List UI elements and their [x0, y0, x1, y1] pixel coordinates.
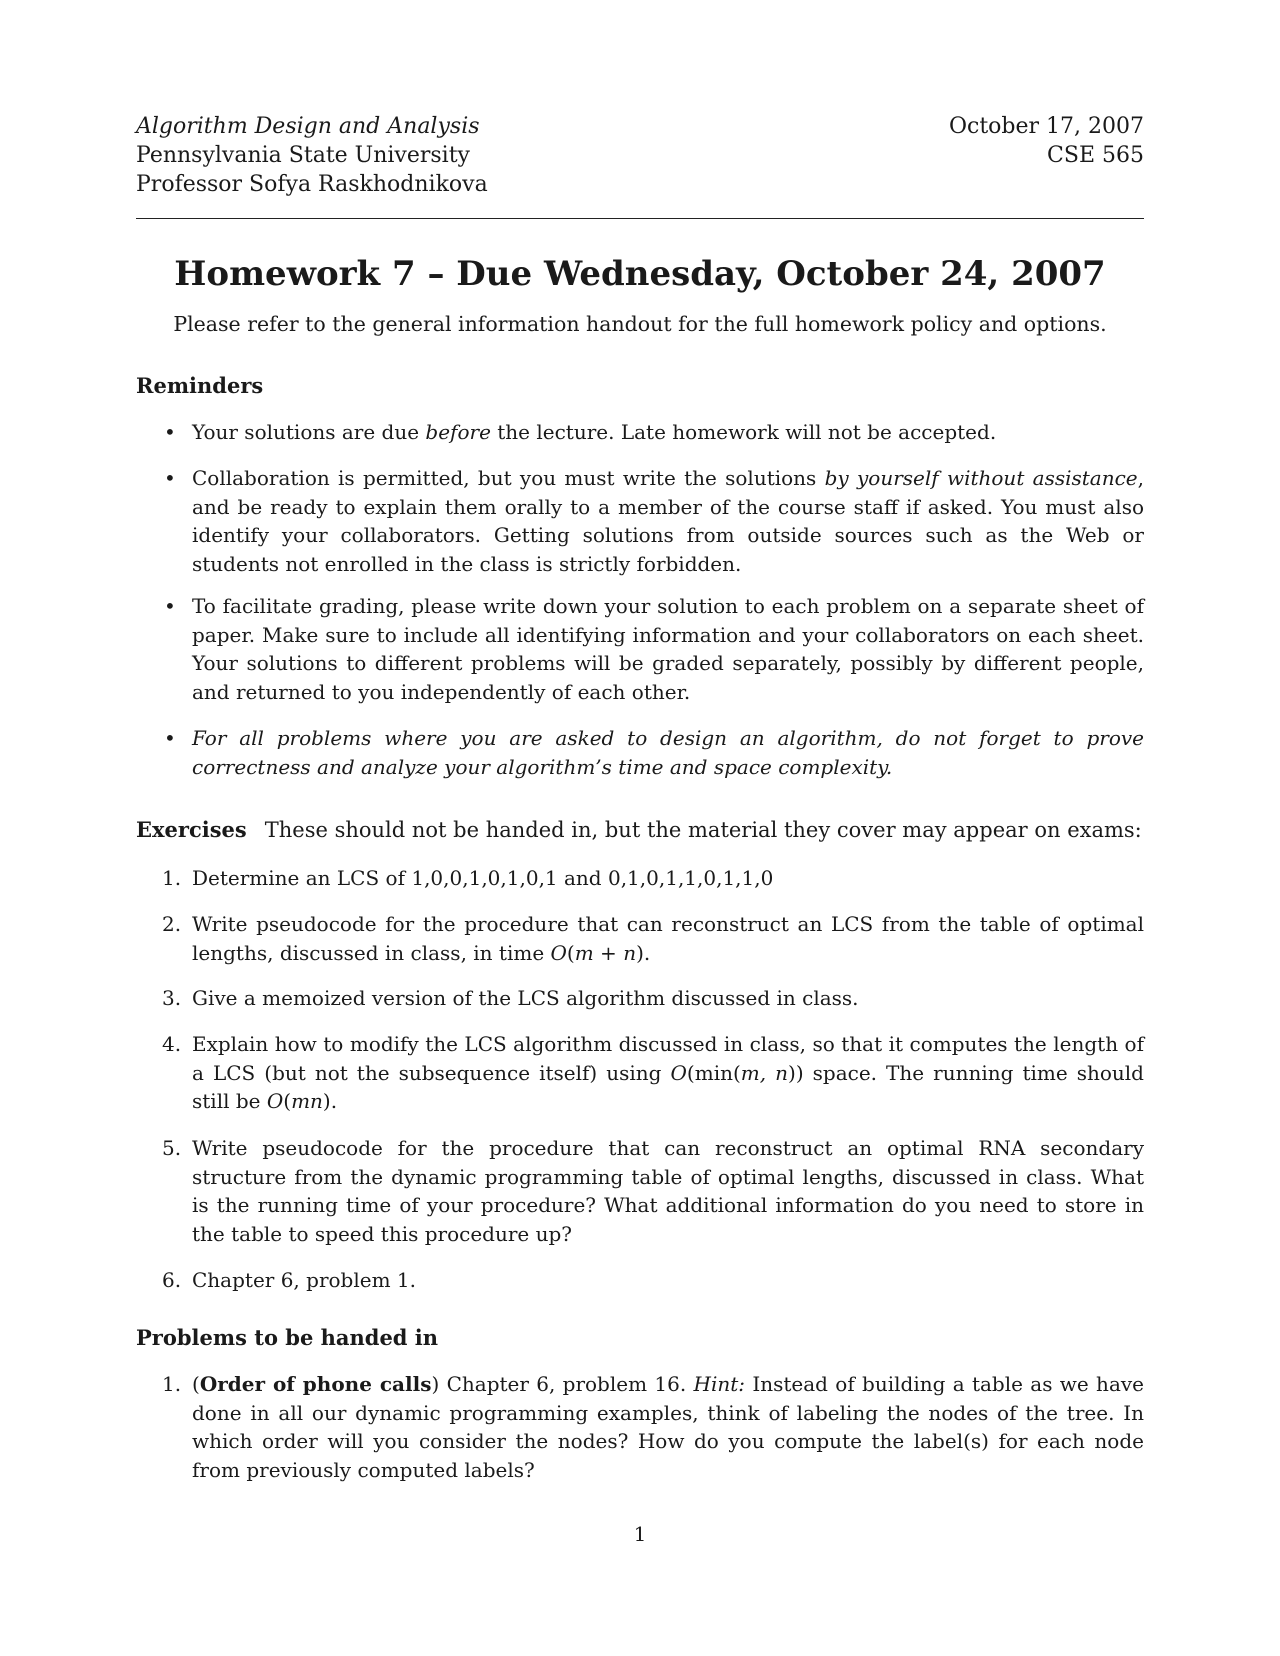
exercise-text: Give a memoized version of the LCS algorithm discussed in class. — [192, 986, 859, 1010]
math-var: O — [550, 940, 567, 965]
exercises-intro: These should not be handed in, but the material they cover may appear on exams: — [264, 818, 1142, 842]
math-text: ( — [283, 1089, 292, 1113]
exercise-number: 5. — [162, 1136, 182, 1160]
math-var: m, n — [740, 1060, 789, 1085]
problem-text: ( — [192, 1372, 200, 1396]
exercise-number: 6. — [162, 1268, 182, 1292]
exercise-text: Determine an LCS of 1,0,0,1,0,1,0,1 and 0,1,0,1,1,0,1,1,0 — [192, 866, 774, 890]
math-text: )) space. The running time should still be — [192, 1060, 1144, 1113]
math-text: ). — [636, 940, 651, 965]
bullet-marker: • — [164, 466, 176, 490]
problem-text: ) Chapter 6, problem 16. — [431, 1372, 694, 1396]
reminder-item — [164, 592, 1144, 706]
exercises-header — [136, 816, 1142, 844]
exercise-number: 4. — [162, 1032, 182, 1056]
reminder-emphasis: by yourself without assistance — [824, 466, 1138, 490]
reminder-item — [164, 418, 1144, 447]
exercise-number: 3. — [162, 986, 182, 1010]
course-code: CSE 565 — [1047, 143, 1144, 168]
math-var: n — [623, 940, 637, 965]
problem-title: Order of phone calls — [199, 1372, 432, 1396]
reminder-text: Collaboration is permitted, but you must write the solutions — [192, 466, 825, 490]
math-text: ( — [566, 940, 575, 965]
bullet-marker: • — [164, 420, 176, 444]
reminder-text: For all problems where you are asked to design an algorithm, do not forget to prove correctness and analyze your algorithm’s time and space complexity. — [192, 726, 1144, 779]
exercise-item — [162, 1030, 1144, 1116]
header-right — [949, 112, 1144, 170]
university-name: Pennsylvania State University — [136, 143, 470, 168]
course-name: Algorithm Design and Analysis — [136, 114, 480, 139]
page-number: 1 — [633, 1522, 647, 1546]
policy-note: Please refer to the general information handout for the full homework policy and options. — [173, 312, 1107, 336]
math-text: ). — [322, 1089, 338, 1113]
exercise-number: 1. — [162, 866, 182, 890]
handout-date: October 17, 2007 — [948, 114, 1144, 139]
math-var: O — [266, 1089, 284, 1113]
exercise-item — [162, 1134, 1144, 1248]
reminder-text: Your solutions are due — [192, 420, 426, 444]
reminder-item — [164, 464, 1144, 578]
exercise-item — [162, 910, 1144, 967]
exercise-text: Explain how to modify the LCS algorithm discussed in class, so that it computes the length of a LCS (but not the subsequence itself) using — [192, 1032, 1144, 1085]
exercise-item — [162, 864, 1144, 893]
reminder-text: , and be ready to explain them orally to a member of the course staff if asked. You must also identify your collaborators. Getting solutions from outside sources such as the Web or students not enrolled in the class is strictly forbidden. — [192, 466, 1144, 576]
exercise-text: Chapter 6, problem 1. — [192, 1268, 416, 1292]
math-text: (min( — [686, 1060, 741, 1085]
exercise-item — [162, 1266, 1144, 1295]
header-rule — [136, 218, 1144, 219]
math-var: m — [574, 940, 594, 965]
exercise-number: 2. — [162, 912, 182, 936]
exercise-item — [162, 984, 1144, 1013]
problem-item — [162, 1370, 1144, 1484]
reminder-item — [164, 724, 1144, 781]
professor-name: Professor Sofya Raskhodnikova — [136, 172, 488, 197]
problem-text: Instead of building a table as we have done in all our dynamic programming examples, think of labeling the nodes of the tree. In which order will you consider the nodes? How do you compute the label(s) for each node from previously computed labels? — [192, 1372, 1144, 1482]
reminder-emphasis: before — [425, 420, 491, 444]
bullet-marker: • — [164, 594, 176, 618]
math-text: + — [593, 940, 624, 965]
bullet-marker: • — [164, 726, 176, 750]
exercise-text: Write pseudocode for the procedure that can reconstruct an optimal RNA secondary structure from the dynamic programming table of optimal lengths, discussed in class. What is the running time of your procedure? What additional information do you need to store in the table to speed this procedure up? — [192, 1136, 1144, 1246]
problem-number: 1. — [162, 1372, 182, 1396]
hint-label: Hint: — [693, 1372, 745, 1396]
math-var: O — [670, 1060, 687, 1085]
exercise-text: Write pseudocode for the procedure that can reconstruct an LCS from the table of optimal lengths, discussed in class, in time — [192, 912, 1144, 965]
problems-heading: Problems to be handed in — [136, 1325, 439, 1350]
reminder-text: To facilitate grading, please write down your solution to each problem on a separate sheet of paper. Make sure to include all identifying information and your collaborators on each sheet. Your solutions to different problems will be graded separately, possibly by different people, and returned to you independently of each other. — [192, 594, 1144, 704]
exercises-heading: Exercises — [136, 817, 247, 842]
math-var: mn — [291, 1089, 323, 1113]
page-title: Homework 7 – Due Wednesday, October 24, 2007 — [174, 254, 1106, 294]
header-left — [136, 112, 488, 199]
reminder-text: the lecture. Late homework will not be accepted. — [490, 420, 997, 444]
reminders-heading: Reminders — [136, 373, 264, 398]
